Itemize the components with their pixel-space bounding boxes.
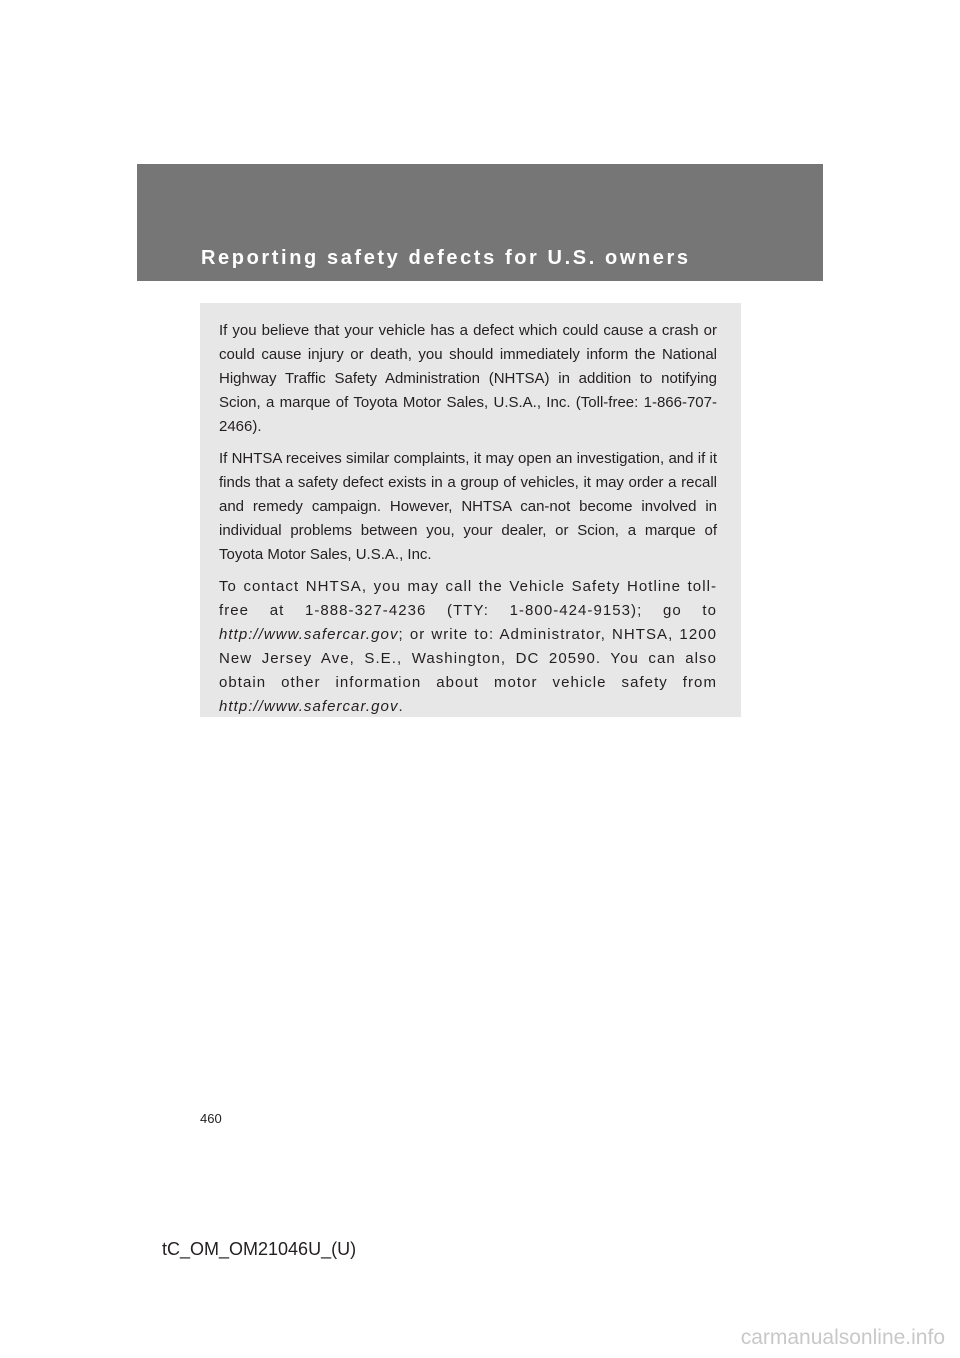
info-paragraph-contact (219, 575, 717, 719)
info-paragraph-notify: If you believe that your vehicle has a defect which could cause a crash or could cause injury or death, you should immediately inform the National Highway Traffic Safety Administration (NHTSA) in addition to notifying Scion, a marque of Toyota Motor Sales, U.S.A., Inc. (Toll-free: 1-866-707-2466). (219, 322, 717, 435)
info-paragraph-investigation: If NHTSA receives similar complaints, it may open an investigation, and if it finds that a safety defect exists in a group of vehicles, it may order a recall and remedy campaign. However, NHTSA can-not become involved in individual problems between you, your dealer, or Scion, a marque of Toyota Motor Sales, U.S.A., Inc. (219, 450, 717, 563)
safercar-link-2[interactable]: http://www.safercar.gov (219, 698, 399, 715)
contact-text-part-1: To contact NHTSA, you may call the Vehicle Safety Hotline toll-free at 1-888-327-4236 (TTY: 1-800-424-9153); go to (219, 578, 717, 619)
section-header-bar (137, 164, 823, 281)
contact-text-part-2: ; or write to: Administrator, NHTSA, 1200 New Jersey Ave, S.E., Washington, DC 20590. You can also obtain other information about motor vehicle safety from (219, 626, 717, 691)
watermark: carmanualsonline.info (740, 1326, 945, 1349)
safercar-link[interactable]: http://www.safercar.gov (219, 626, 399, 643)
document-code: tC_OM_OM21046U_(U) (162, 1239, 357, 1259)
page-number: 460 (200, 1111, 222, 1126)
section-title: Reporting safety defects for U.S. owners (201, 247, 691, 269)
contact-text-part-3: . (398, 698, 404, 715)
safety-defects-info-box (200, 303, 741, 717)
